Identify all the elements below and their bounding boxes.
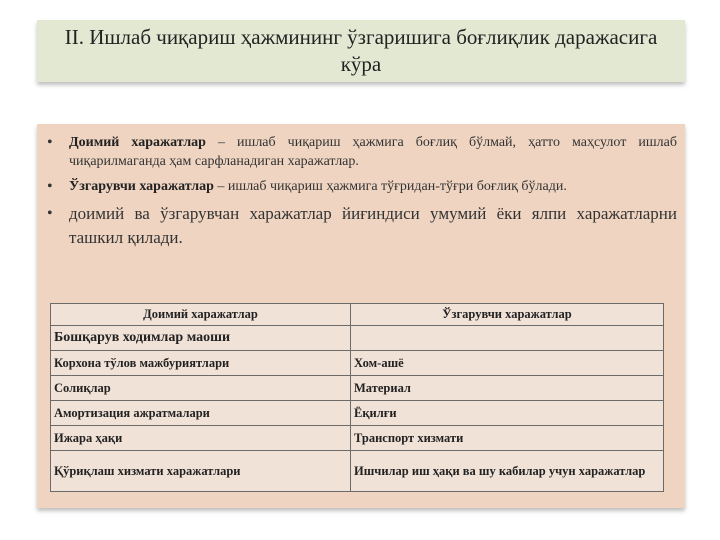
table-cell xyxy=(351,326,664,351)
table-row xyxy=(51,426,664,451)
table-row xyxy=(51,401,664,426)
bullet-variable-costs xyxy=(47,177,677,196)
table-cell: Ижара ҳақи xyxy=(51,426,351,451)
table-row xyxy=(51,326,664,351)
table-header-row xyxy=(51,304,664,326)
costs-table xyxy=(50,303,664,492)
table-row xyxy=(51,451,664,492)
bullet-text: – ишлаб чиқариш ҳажмига боғлиқ бўлмай, ҳатто маҳсулот ишлаб чиқарилмаганда ҳам сарфланадиган харажатлар. xyxy=(69,135,677,169)
table-row xyxy=(51,351,664,376)
table-cell: Бошқарув ходимлар маоши xyxy=(51,326,351,351)
bullet-term: Доимий харажатлар xyxy=(69,135,206,150)
table-cell: Материал xyxy=(351,376,664,401)
bullet-total-costs xyxy=(47,202,677,250)
bullet-text: доимий ва ўзгарувчан харажатлар йиғиндиси умумий ёки ялпи харажатларни ташкил қилади. xyxy=(69,204,677,247)
table-cell: Ёқилғи xyxy=(351,401,664,426)
bullet-list xyxy=(47,133,677,256)
bullet-term: Ўзгарувчи харажатлар xyxy=(69,179,214,194)
slide-title: II. Ишлаб чиқариш ҳажмининг ўзгаришига боғлиқлик даражасига кўра xyxy=(64,25,658,76)
table-cell: Қўриқлаш хизмати харажатлари xyxy=(51,451,351,492)
table-cell: Хом-ашё xyxy=(351,351,664,376)
table-header-variable: Ўзгарувчи харажатлар xyxy=(351,304,664,326)
table-cell: Солиқлар xyxy=(51,376,351,401)
table-cell: Ишчилар иш ҳақи ва шу кабилар учун харажатлар xyxy=(351,451,664,492)
table-cell: Транспорт хизмати xyxy=(351,426,664,451)
bullet-text: – ишлаб чиқариш ҳажмига тўғридан-тўғри боғлиқ бўлади. xyxy=(213,179,567,194)
table-cell: Корхона тўлов мажбуриятлари xyxy=(51,351,351,376)
content-box xyxy=(37,124,685,508)
bullet-fixed-costs xyxy=(47,133,677,171)
table-row xyxy=(51,376,664,401)
table-cell: Амортизация ажратмалари xyxy=(51,401,351,426)
title-box xyxy=(37,20,685,82)
table-header-fixed: Доимий харажатлар xyxy=(51,304,351,326)
